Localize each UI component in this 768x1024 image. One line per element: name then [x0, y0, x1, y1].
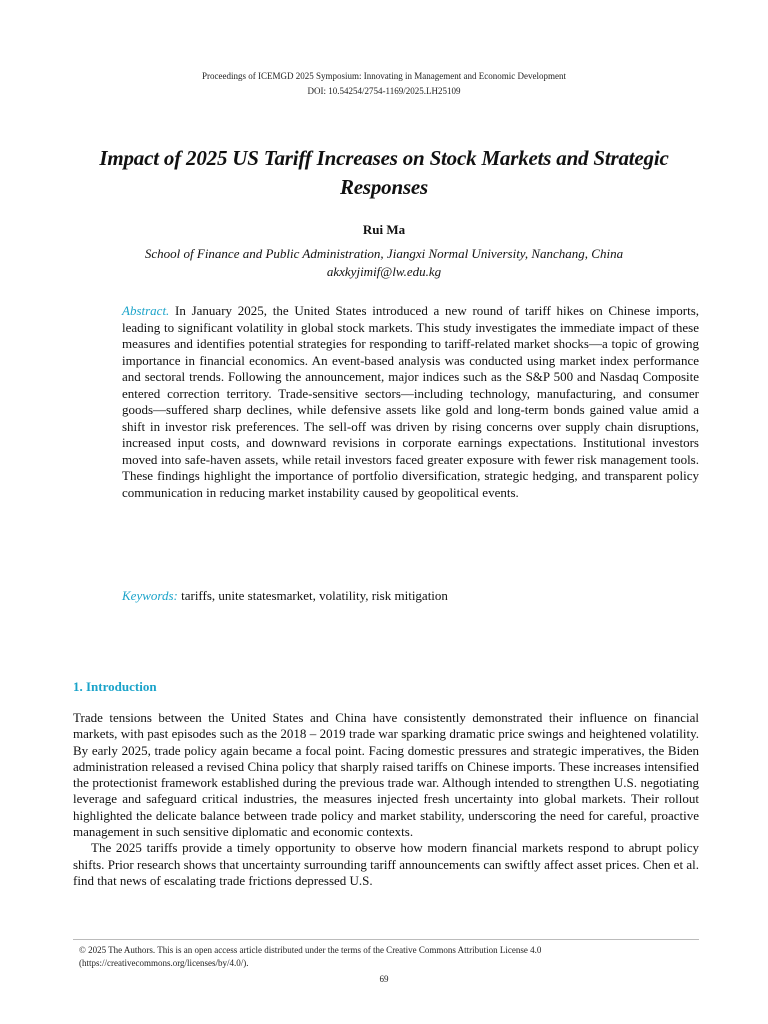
abstract	[122, 303, 699, 501]
license-url-line: (https://creativecommons.org/licenses/by/4.0/).	[79, 958, 249, 968]
keywords-label: Keywords:	[122, 588, 178, 603]
paragraph: Trade tensions between the United States and China have consistently demonstrated their influence on financial markets, with past episodes such as the 2018 – 2019 trade war sparking dramatic price swings and heightened volatility. By early 2025, trade policy again became a focal point. Facing domestic pressures and strategic imperatives, the Biden administration released a revised China policy that sharply raised tariffs on Chinese imports. These increases intensified the protectionist framework established during the previous trade war. Although intended to strengthen U.S. negotiating leverage and safeguard critical industries, the measures injected fresh uncertainty into global markets. Their rollout highlighted the delicate balance between trade policy and market stability, underscoring the need for careful, proactive management in such sensitive diplomatic and economic contexts.	[73, 710, 699, 840]
paper-title: Impact of 2025 US Tariff Increases on Stock Markets and Strategic Responses	[99, 146, 669, 199]
abstract-text: In January 2025, the United States introduced a new round of tariff hikes on Chinese imports, leading to significant volatility in global stock markets. This study investigates the immediate impact of these measures and identifies potential strategies for responding to tariff-related market shocks—a topic of growing importance in financial economics. An event-based analysis was conducted using market index performance and sectoral trends. Following the announcement, major indices such as the S&P 500 and Nasdaq Composite entered correction territory. Trade-sensitive sectors—including technology, manufacturing, and consumer goods—suffered sharp declines, while defensive assets like gold and long-term bonds gained value amid a shift in investor risk preferences. The sell-off was driven by rising concerns over supply chain disruptions, increased input costs, and downward revisions in corporate earnings expectations. Institutional investors moved into safe-haven assets, while retail investors faced greater exposure with fewer risk management tools. These findings highlight the importance of portfolio diversification, strategic hedging, and transparent policy communication in reducing market instability caused by geopolitical events.	[122, 303, 700, 500]
keywords	[122, 587, 699, 604]
section-heading-introduction: 1. Introduction	[73, 679, 157, 694]
page-number: 69	[379, 974, 389, 984]
keywords-text: tariffs, unite statesmarket, volatility, risk mitigation	[181, 588, 448, 603]
author-name: Rui Ma	[362, 222, 406, 237]
paragraph: The 2025 tariffs provide a timely opportunity to observe how modern financial markets respond to abrupt policy shifts. Prior research shows that uncertainty surrounding tariff announcements can swiftly affect asset prices. Chen et al. find that news of escalating trade frictions depressed U.S.	[73, 840, 699, 888]
footer-divider	[73, 939, 699, 940]
affiliation: School of Finance and Public Administration, Jiangxi Normal University, Nanchang, China	[144, 246, 624, 261]
introduction-body	[73, 710, 699, 889]
doi-line: DOI: 10.54254/2754-1169/2025.LH25109	[307, 86, 461, 96]
abstract-label: Abstract.	[122, 303, 170, 318]
license-line: © 2025 The Authors. This is an open access article distributed under the terms of the Creative Commons Attribution License 4.0	[79, 945, 542, 955]
license-footnote	[79, 944, 699, 970]
author-affiliation-block	[40, 245, 728, 281]
author-email: akxkyjimif@lw.edu.kg	[326, 264, 442, 279]
proceedings-line: Proceedings of ICEMGD 2025 Symposium: Innovating in Management and Economic Development	[202, 71, 566, 81]
running-header	[0, 69, 768, 99]
